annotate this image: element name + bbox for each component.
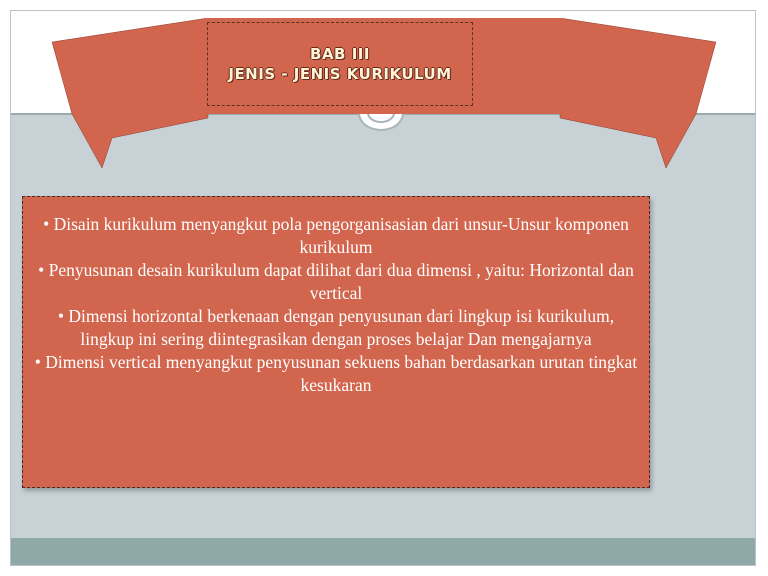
bullet-list	[29, 213, 643, 397]
title-chapter: BAB III	[310, 45, 370, 63]
title-heading: JENIS - JENIS KURIKULUM	[228, 65, 452, 83]
footer-band	[11, 538, 755, 565]
bullet-item: • Penyusunan desain kurikulum dapat dilihat dari dua dimensi , yaitu: Horizontal dan vertical	[38, 260, 634, 303]
bullet-item: • Dimensi vertical menyangkut penyusunan sekuens bahan berdasarkan urutan tingkat kesukaran	[34, 352, 638, 395]
title-box	[207, 22, 473, 106]
bullet-item: • Disain kurikulum menyangkut pola pengorganisasian dari unsur-Unsur komponen kurikulum	[43, 214, 629, 257]
bullet-item: • Dimensi horizontal berkenaan dengan penyusunan dari lingkup isi kurikulum, lingkup ini sering diintegrasikan dengan proses belajar Dan mengajarnya	[57, 306, 615, 349]
content-box	[22, 196, 650, 488]
